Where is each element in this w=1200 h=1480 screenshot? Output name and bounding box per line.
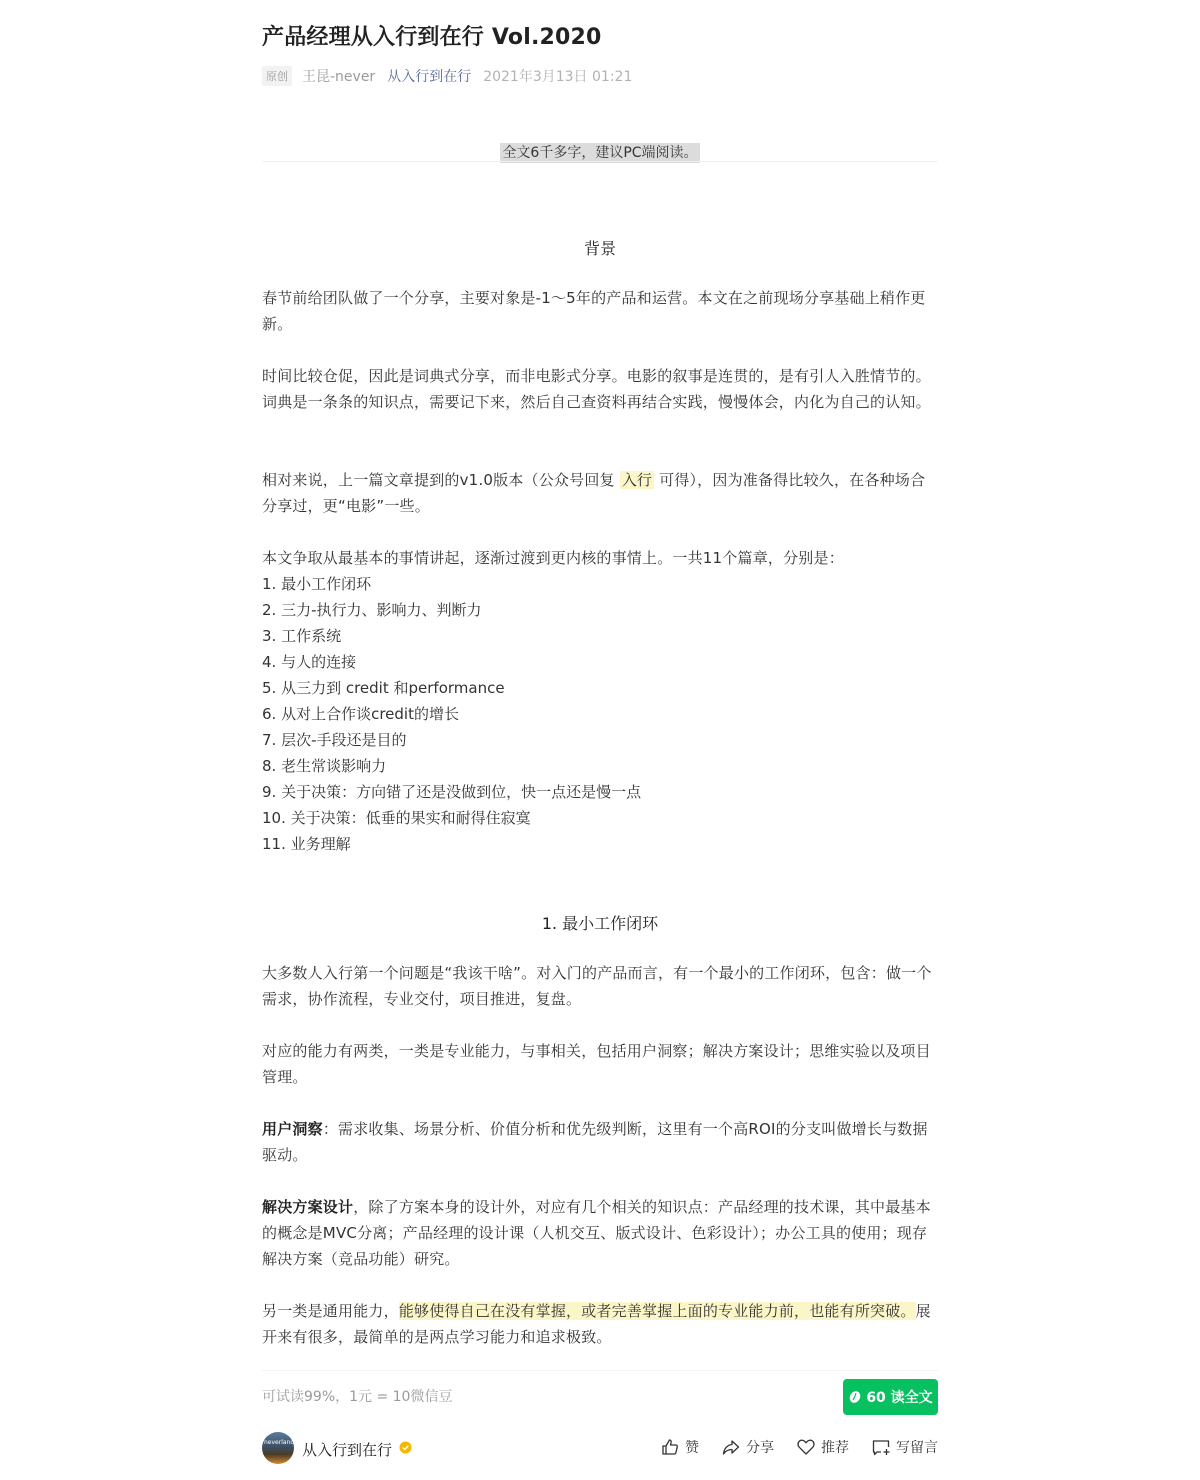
paragraph (262, 467, 938, 519)
write-comment-label: 写留言 (896, 1440, 938, 1456)
read-full-text-button[interactable] (843, 1379, 938, 1415)
recommend-button[interactable] (796, 1437, 849, 1457)
thumbs-up-icon (660, 1437, 680, 1457)
paragraph: 大多数人入行第一个问题是“我该干啥”。对入门的产品而言，有一个最小的工作闭环，包含：做一个需求，协作流程，专业交付，项目推进，复盘。 (262, 964, 932, 1008)
avatar-text: neverland (264, 1439, 294, 1446)
toc-item: 3. 工作系统 (262, 627, 342, 645)
write-comment-button[interactable] (871, 1437, 938, 1457)
highlighted-sentence: 能够使得自己在没有掌握，或者完善掌握上面的专业能力前，也能有所突破。 (398, 1302, 916, 1320)
author-name: 王昆-never (302, 69, 376, 85)
section-heading-background: 背景 (583, 239, 616, 258)
toc-item: 1. 最小工作闭环 (262, 575, 372, 593)
article-meta (262, 66, 632, 86)
avatar[interactable] (262, 1432, 294, 1464)
comment-plus-icon (871, 1437, 891, 1457)
verified-badge-icon (399, 1441, 412, 1454)
original-badge: 原创 (262, 66, 292, 86)
paragraph (262, 1194, 938, 1272)
toc-item: 2. 三力-执行力、影响力、判断力 (262, 601, 482, 619)
article-title: 产品经理从入行到在行 Vol.2020 (262, 25, 602, 50)
paragraph: 对应的能力有两类，一类是专业能力，与事相关，包括用户洞察；解决方案设计；思维实验以及项目管理。 (262, 1042, 931, 1086)
paragraph: 时间比较仓促，因此是词典式分享，而非电影式分享。电影的叙事是连贯的，是有引人入胜情节的。词典是一条条的知识点，需要记下来，然后自己查资料再结合实践，慢慢体会，内化为自己的认知。 (262, 367, 931, 411)
toc-item: 7. 层次-手段还是目的 (262, 731, 407, 749)
paragraph-text: 相对来说，上一篇文章提到的v1.0版本（公众号回复 (262, 471, 620, 489)
share-arrow-icon (721, 1437, 741, 1457)
account-link[interactable]: 从入行到在行 (387, 69, 472, 85)
share-label: 分享 (746, 1440, 774, 1456)
read-full-text-label: 60 读全文 (866, 1390, 933, 1406)
toc-item: 10. 关于决策：低垂的果实和耐得住寂寞 (262, 809, 531, 827)
paragraph-text: 展开来有很多，最简单的是两点学习能力和追求极致。 (262, 1302, 931, 1346)
toc-item: 5. 从三力到 credit 和performance (262, 679, 505, 697)
like-label: 赞 (685, 1440, 699, 1456)
section-heading-minimal-loop: 1. 最小工作闭环 (541, 914, 659, 933)
reading-notice-text: 全文6千多字，建议PC端阅读。 (502, 145, 698, 161)
toc-item: 8. 老生常谈影响力 (262, 757, 387, 775)
paragraph: 本文争取从最基本的事情讲起，逐渐过渡到更内核的事情上。一共11个篇章，分别是： (262, 549, 844, 567)
table-of-contents (262, 571, 938, 857)
toc-item: 6. 从对上合作谈credit的增长 (262, 705, 459, 723)
action-bar (638, 1437, 938, 1457)
publish-date: 2021年3月13日 01:21 (483, 69, 633, 85)
paragraph-text: 另一类是通用能力， (262, 1302, 399, 1320)
paragraph: 春节前给团队做了一个分享，主要对象是-1～5年的产品和运营。本文在之前现场分享基础上稍作更新。 (262, 289, 926, 333)
keyword-highlight: 入行 (621, 471, 653, 489)
toc-item: 4. 与人的连接 (262, 653, 357, 671)
share-button[interactable] (721, 1437, 774, 1457)
trial-read-info: 可试读99%，1元 = 10微信豆 (262, 1389, 453, 1405)
heart-icon (796, 1437, 816, 1457)
paragraph-text: 可得），因为准备得比较久，在各种场合分享过，更“电影”一些。 (262, 471, 926, 515)
divider (262, 161, 938, 162)
like-button[interactable] (660, 1437, 699, 1457)
account-bar (262, 1430, 938, 1466)
wechat-bean-icon (848, 1390, 862, 1404)
paragraph (262, 1298, 938, 1350)
account-name[interactable]: 从入行到在行 (302, 1441, 393, 1459)
paragraph-text: ：需求收集、场景分析、价值分析和优先级判断，这里有一个高ROI的分支叫做增长与数据驱动。 (262, 1120, 928, 1164)
divider (262, 1370, 938, 1371)
bold-term: 解决方案设计 (262, 1198, 354, 1216)
bold-term: 用户洞察 (262, 1120, 323, 1138)
reading-notice (262, 142, 938, 162)
paragraph (262, 1116, 938, 1168)
paragraph-text: ，除了方案本身的设计外，对应有几个相关的知识点：产品经理的技术课，其中最基本的概念是MVC分离；产品经理的设计课（人机交互、版式设计、色彩设计）；办公工具的使用；现存解决方案（竞品功能）研究。 (262, 1198, 931, 1268)
toc-item: 11. 业务理解 (262, 835, 351, 853)
toc-item: 9. 关于决策：方向错了还是没做到位，快一点还是慢一点 (262, 783, 642, 801)
recommend-label: 推荐 (821, 1440, 849, 1456)
